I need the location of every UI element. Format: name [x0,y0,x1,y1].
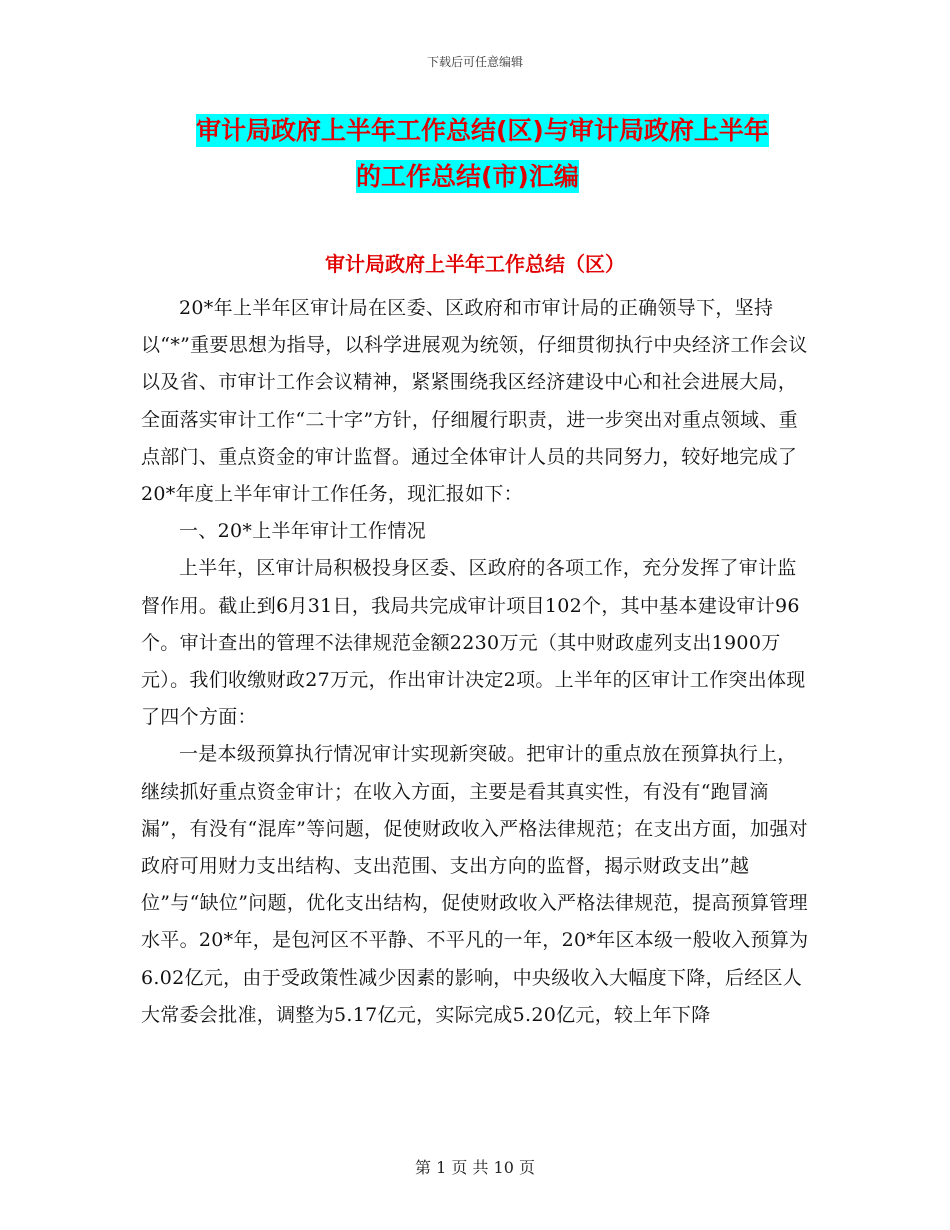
paragraph-overview: 上半年，区审计局积极投身区委、区政府的各项工作，充分发挥了审计监督作用。截止到6月31日，我局共完成审计项目102个，其中基本建设审计96个。审计查出的管理不法律规范金额2230万元（其中财政虚列支出1900万元）。我们收缴财政27万元，作出审计决定2项。上半年的区审计工作突出体现了四个方面： [141,557,806,729]
paragraph-budget-audit: 一是本级预算执行情况审计实现新突破。把审计的重点放在预算执行上，继续抓好重点资金审计；在收入方面，主要是看其真实性，有没有“跑冒滴漏”，有没有“混库”等问题，促使财政收入严格法律规范；在支出方面，加强对政府可用财力支出结构、支出范围、支出方向的监督，揭示财政支出”越位”与“缺位”问题，优化支出结构，促使财政收入严格法律规范，提高预算管理水平。20*年，是包河区不平静、不平凡的一年，20*年区本级一般收入预算为6.02亿元，由于受政策性减少因素的影响，中央级收入大幅度下降，后经区人大常委会批准，调整为5.17亿元，实际完成5.20亿元，较上年下降 [141,743,809,1026]
main-title-line-1 [140,108,810,154]
main-title-line-2 [140,154,810,200]
page-footer: 第 1 页 共 10 页 [415,1158,535,1177]
paragraph-intro: 20*年上半年区审计局在区委、区政府和市审计局的正确领导下，坚持以“*”重要思想为指导，以科学进展观为统领，仔细贯彻执行中央经济工作会议以及省、市审计工作会议精神，紧紧围绕我区经济建设中心和社会进展大局，全面落实审计工作“二十字”方针，仔细履行职责，进一步突出对重点领域、重点部门、重点资金的审计监督。通过全体审计人员的共同努力，较好地完成了20*年度上半年审计工作任务，现汇报如下： [141,297,808,506]
main-title-line-2-text: 的工作总结(市)汇编 [356,162,579,191]
section-title: 审计局政府上半年工作总结（区） [325,252,625,276]
header-note: 下载后可任意编辑 [426,55,523,69]
main-title [140,108,810,200]
main-title-line-1-text: 审计局政府上半年工作总结(区)与审计局政府上半年 [196,116,769,145]
paragraph-heading-1: 一、20*上半年审计工作情况 [179,520,426,543]
body-text [141,290,811,1034]
